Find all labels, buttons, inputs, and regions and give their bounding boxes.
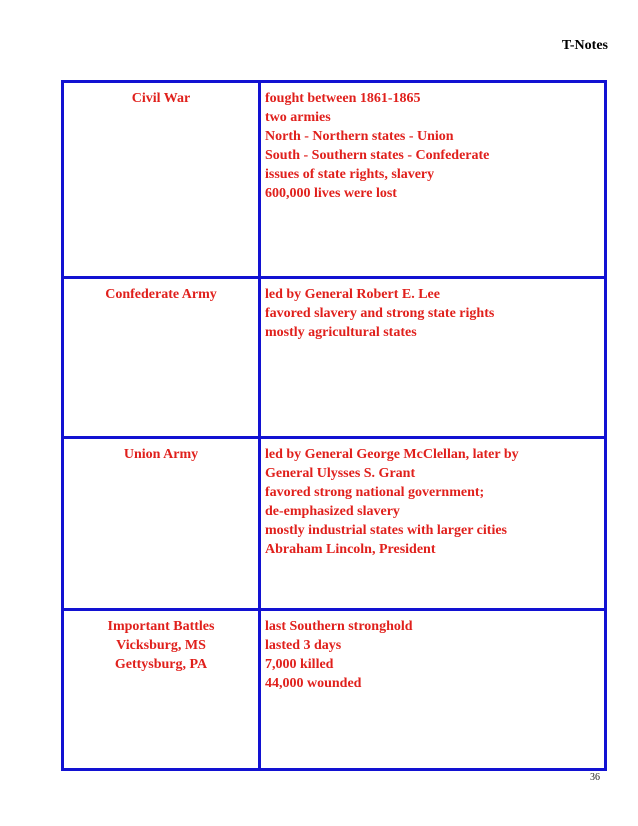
note-line: mostly industrial states with larger cities xyxy=(265,523,507,538)
note-line: favored strong national government; xyxy=(265,485,485,500)
note-line: led by General Robert E. Lee xyxy=(265,287,440,302)
note-line: issues of state rights, slavery xyxy=(265,167,435,182)
topic-text: Union Army xyxy=(123,447,199,462)
note-line: Abraham Lincoln, President xyxy=(265,542,436,557)
topic-text: Confederate Army xyxy=(105,287,217,302)
table-row xyxy=(63,438,606,610)
note-line: de-emphasized slavery xyxy=(265,504,400,519)
note-line: 44,000 wounded xyxy=(265,676,362,691)
table-row xyxy=(63,610,606,770)
note-line: General Ulysses S. Grant xyxy=(265,466,416,481)
notes-cell xyxy=(260,610,606,770)
notes-cell xyxy=(260,82,606,278)
note-line: mostly agricultural states xyxy=(265,325,417,340)
table-row xyxy=(63,82,606,278)
topic-text: Civil War xyxy=(131,91,191,106)
notes-cell xyxy=(260,278,606,438)
note-line: North - Northern states - Union xyxy=(265,129,454,144)
table-row xyxy=(63,278,606,438)
page-number: 36 xyxy=(590,772,600,783)
topic-text: Vicksburg, MS xyxy=(116,638,206,653)
tnotes-table xyxy=(61,80,607,771)
note-line: South - Southern states - Confederate xyxy=(265,148,490,163)
topic-cell xyxy=(63,82,260,278)
note-line: lasted 3 days xyxy=(265,638,342,653)
topic-cell xyxy=(63,438,260,610)
note-line: last Southern stronghold xyxy=(265,619,413,634)
topic-text: Gettysburg, PA xyxy=(114,657,208,672)
note-line: 600,000 lives were lost xyxy=(265,186,397,201)
note-line: favored slavery and strong state rights xyxy=(265,306,495,321)
topic-cell xyxy=(63,610,260,770)
note-line: fought between 1861-1865 xyxy=(265,91,421,106)
notes-cell xyxy=(260,438,606,610)
page-header-title: T-Notes xyxy=(561,38,608,53)
note-line: led by General George McClellan, later by xyxy=(265,447,519,462)
note-line: two armies xyxy=(265,110,331,125)
note-line: 7,000 killed xyxy=(265,657,334,672)
topic-text: Important Battles xyxy=(107,619,215,634)
topic-cell xyxy=(63,278,260,438)
